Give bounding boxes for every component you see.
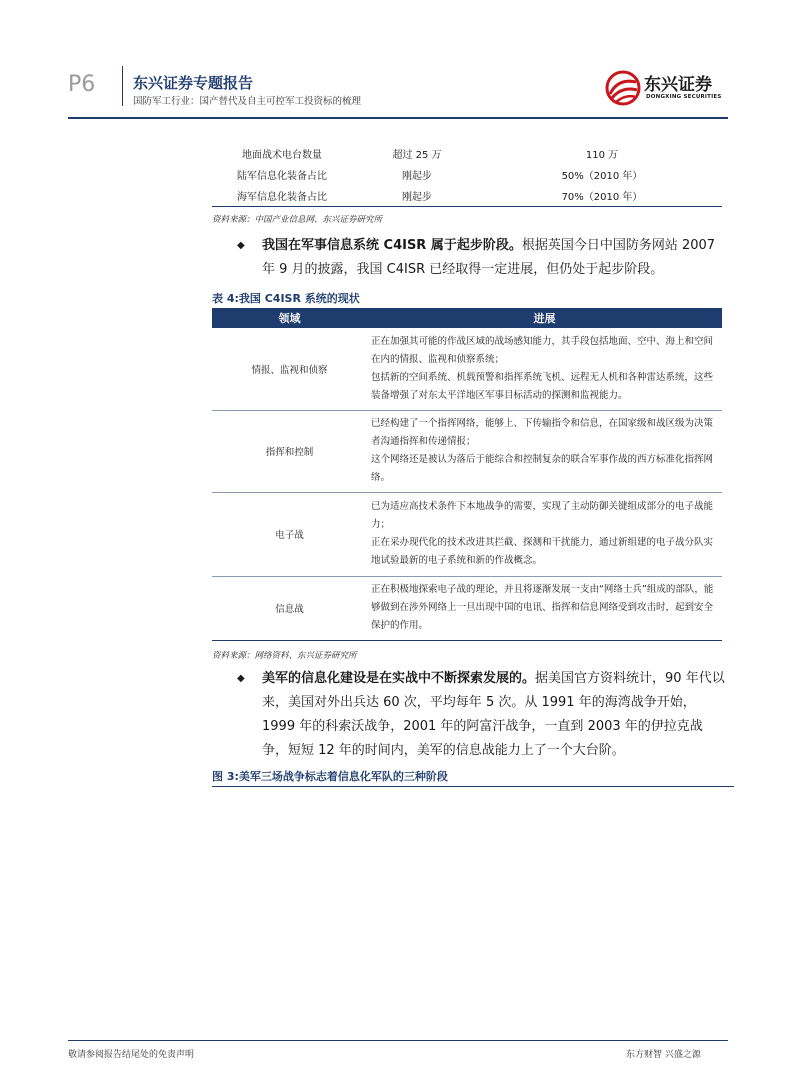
table4-caption: 表 4:我国 C4ISR 系统的现状: [212, 292, 360, 305]
table-row: [212, 576, 722, 640]
table-cell: 地面战术电台数量: [242, 150, 322, 161]
table-row: [212, 185, 722, 207]
logo-text-en: DONGXING SECURITIES: [646, 94, 722, 100]
top-table: [212, 143, 722, 207]
domain-cell: 信息战: [212, 576, 367, 640]
table-cell: 海军信息化装备占比: [212, 185, 352, 207]
figure-rule: [212, 786, 734, 787]
logo-text-cn: 东兴证券: [644, 75, 712, 95]
column-header-domain: 领域: [212, 308, 367, 328]
progress-cell: [367, 576, 722, 640]
footer-rule: [68, 1040, 728, 1041]
logo-mark-icon: [604, 70, 642, 106]
paragraph-body: 据美国官方资料统计，90 年代以来，美国对外出兵达 60 次，平均每年 5 次。从 1991 年的海湾战争开始，1999 年的科索沃战争，2001 年的阿富汗战争，一直到 2003 年的伊拉克战争，短短 12 年的时间内，美军的信息战能力上了一个大台阶。: [262, 671, 725, 758]
table-cell: 110 万: [585, 150, 619, 161]
header-rule: [68, 117, 728, 119]
table-row: [212, 143, 722, 164]
c4isr-table: [212, 308, 722, 641]
table-row: [212, 164, 722, 185]
paragraph-lead: 我国在军事信息系统 C4ISR 属于起步阶段。: [262, 238, 522, 253]
footer-disclaimer: 敬请参阅报告结尾处的免责声明: [68, 1050, 195, 1060]
table-row: [212, 328, 722, 410]
footer-slogan: 东方财智 兴盛之源: [626, 1050, 701, 1060]
table-row: [212, 410, 722, 492]
report-title: 东兴证券专题报告: [133, 74, 254, 92]
progress-cell: [367, 492, 722, 576]
paragraph-c4isr: [262, 234, 727, 282]
table-cell: 超过 25 万: [392, 150, 442, 161]
figure3-caption: 图 3:美军三场战争标志着信息化军队的三种阶段: [212, 770, 448, 783]
bullet-icon: ◆: [237, 673, 245, 684]
progress-item: 已经构建了一个指挥网络，能够上、下传输指令和信息，在国家级和战区级为决策者沟通指挥和传递情报；: [371, 418, 714, 447]
table-cell: 50%（2010 年）: [561, 171, 643, 182]
company-logo: [604, 68, 734, 112]
header-separator: [122, 66, 123, 106]
domain-cell: 电子战: [212, 492, 367, 576]
table-cell: 刚起步: [402, 171, 432, 182]
progress-item: 已为适应高技术条件下本地战争的需要，实现了主动防御关键组成部分的电子战能力；: [371, 501, 714, 530]
domain-cell: 指挥和控制: [212, 410, 367, 492]
table-cell: 70%（2010 年）: [482, 185, 722, 207]
top-table-source: 资料来源：中国产业信息网、东兴证券研究所: [212, 215, 383, 225]
column-header-progress: 进展: [367, 308, 722, 328]
progress-item: 正在加强其可能的作战区域的战场感知能力，其手段包括地面、空中、海上和空间在内的情报、监视和侦察系统；: [371, 335, 714, 365]
progress-item: 正在积极地探索电子战的理论，并且将逐渐发展一支由“网络士兵”组成的部队，能够做到在涉外网络上一旦出现中国的电讯、指挥和信息网络受到攻击时，起到安全保护的作用。: [371, 584, 714, 631]
table4-source: 资料来源：网络资料、东兴证券研究所: [212, 651, 357, 661]
table-row: [212, 492, 722, 576]
table-cell: 陆军信息化装备占比: [237, 171, 327, 182]
table-header-row: [212, 308, 722, 328]
bullet-icon: ◆: [237, 240, 245, 251]
progress-cell: [367, 410, 722, 492]
domain-cell: 情报、监视和侦察: [212, 328, 367, 410]
table-cell: 刚起步: [352, 185, 482, 207]
progress-item: 这个网络还是被认为落后于能综合和控制复杂的联合军事作战的西方标准化指挥网络。: [371, 454, 714, 483]
paragraph-us-military: [262, 667, 727, 763]
progress-item: 包括新的空间系统、机载预警和指挥系统飞机、远程无人机和各种雷达系统，这些装备增强了对东太平洋地区军事目标活动的探测和监视能力。: [371, 371, 714, 401]
page-number: P6: [68, 72, 96, 97]
report-subtitle: 国防军工行业：国产替代及自主可控军工投资标的梳理: [133, 96, 362, 107]
paragraph-lead: 美军的信息化建设是在实战中不断探索发展的。: [262, 671, 536, 686]
progress-cell: [367, 328, 722, 410]
paragraph-body: 根据英国今日中国防务网站 2007 年 9 月的披露，我国 C4ISR 已经取得一定进展，但仍处于起步阶段。: [262, 238, 716, 277]
progress-item: 正在采办现代化的技术改进其拦截、探测和干扰能力，通过新组建的电子战分队实地试验最新的电子系统和新的作战概念。: [371, 537, 714, 566]
